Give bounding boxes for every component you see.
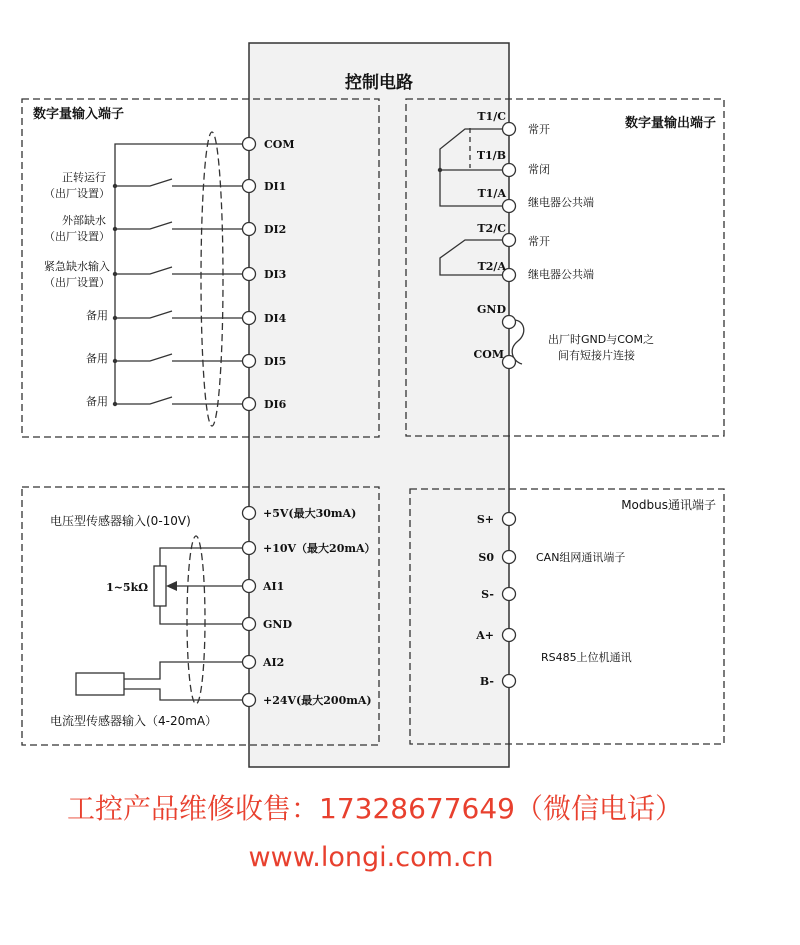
terminal-com: [243, 138, 256, 151]
terminal-label-gnd-out: GND: [477, 303, 506, 316]
terminal-t1a: [503, 200, 516, 213]
terminal-t1c: [503, 123, 516, 136]
control-board-title: 控制电路: [345, 73, 413, 93]
terminal-di1: [243, 180, 256, 193]
terminal-s-plus: [503, 513, 516, 526]
terminal-s0: [503, 551, 516, 564]
terminal-label-t1b: T1/B: [476, 149, 506, 162]
desc-t2a: 继电器公共端: [528, 268, 594, 281]
digital-input-title: 数字量输入端子: [33, 107, 125, 122]
terminal-5v: [243, 507, 256, 520]
terminal-label-t2a: T2/A: [477, 260, 506, 273]
desc-t2c: 常开: [528, 235, 550, 248]
switch-label-1a: 正转运行: [62, 171, 106, 184]
terminal-s-minus: [503, 588, 516, 601]
terminal-label-t2c: T2/C: [477, 222, 506, 235]
terminal-label-10v: +10V（最大20mA）: [263, 542, 376, 555]
terminal-label-di6: DI6: [264, 398, 287, 411]
current-sensor-box: [76, 673, 124, 695]
desc-t1b: 常闭: [528, 163, 550, 176]
terminal-label-com-out: COM: [473, 348, 504, 361]
terminal-a-plus: [503, 629, 516, 642]
terminal-24v: [243, 694, 256, 707]
switch-label-1b: （出厂设置）: [44, 187, 110, 200]
terminal-gnd-ai: [243, 618, 256, 631]
terminal-t1b: [503, 164, 516, 177]
terminal-10v: [243, 542, 256, 555]
terminal-label-di1: DI1: [264, 180, 287, 193]
analog-wiring: [76, 548, 249, 700]
terminal-di3: [243, 268, 256, 281]
terminal-label-ai1: AI1: [263, 580, 285, 593]
terminal-label-di3: DI3: [264, 268, 287, 281]
ai-shield-ellipse: [187, 536, 205, 704]
service-line: 工控产品维修收售：17328677649（微信电话）: [67, 792, 683, 825]
switch-label-4: 备用: [86, 309, 108, 322]
jumper-note-line2: 间有短接片连接: [558, 349, 635, 362]
terminal-t2c: [503, 234, 516, 247]
voltage-sensor-label: 电压型传感器输入(0-10V): [50, 514, 191, 528]
terminal-di2: [243, 223, 256, 236]
terminal-label-di2: DI2: [264, 223, 287, 236]
terminal-di5: [243, 355, 256, 368]
terminal-label-t1a: T1/A: [477, 187, 506, 200]
terminal-di4: [243, 312, 256, 325]
comm-title: Modbus通讯端子: [621, 498, 716, 512]
can-label: CAN组网通讯端子: [536, 551, 626, 564]
current-sensor-label: 电流型传感器输入（4-20mA）: [50, 714, 218, 728]
terminal-label-s-plus: S+: [476, 513, 494, 526]
terminal-di6: [243, 398, 256, 411]
terminal-ai2: [243, 656, 256, 669]
website[interactable]: www.longi.com.cn: [248, 842, 494, 873]
terminal-label-a-plus: A+: [476, 629, 494, 642]
terminal-label-di5: DI5: [264, 355, 287, 368]
switch-label-3a: 紧急缺水输入: [44, 260, 110, 273]
switch-label-2b: （出厂设置）: [44, 230, 110, 243]
switch-label-2a: 外部缺水: [62, 214, 106, 227]
terminal-label-gnd-ai: GND: [263, 618, 292, 631]
jumper-note-line1: 出厂时GND与COM之: [548, 333, 655, 346]
potentiometer-label: 1~5kΩ: [106, 581, 148, 594]
terminal-label-com: COM: [264, 138, 295, 151]
switch-label-5: 备用: [86, 352, 108, 365]
terminal-label-di4: DI4: [264, 312, 287, 325]
di-shield-ellipse: [201, 132, 223, 426]
terminal-b-minus: [503, 675, 516, 688]
terminal-label-b-minus: B-: [479, 675, 494, 688]
desc-t1c: 常开: [528, 123, 550, 136]
switch-label-3b: （出厂设置）: [44, 276, 110, 289]
di-switches: [113, 179, 249, 406]
terminal-ai1: [243, 580, 256, 593]
terminal-label-5v: +5V(最大30mA): [263, 507, 357, 520]
terminal-label-ai2: AI2: [263, 656, 285, 669]
digital-output-title: 数字量输出端子: [624, 116, 716, 131]
desc-t1a: 继电器公共端: [528, 196, 594, 209]
terminal-gnd-out: [503, 316, 516, 329]
terminal-label-24v: +24V(最大200mA): [263, 694, 372, 707]
terminal-com-out: [503, 356, 516, 369]
terminal-label-s0: S0: [478, 551, 494, 564]
switch-label-6: 备用: [86, 395, 108, 408]
terminal-label-s-minus: S-: [481, 588, 494, 601]
terminal-label-t1c: T1/C: [477, 110, 506, 123]
rs485-label: RS485上位机通讯: [541, 651, 632, 664]
potentiometer: [154, 566, 166, 606]
